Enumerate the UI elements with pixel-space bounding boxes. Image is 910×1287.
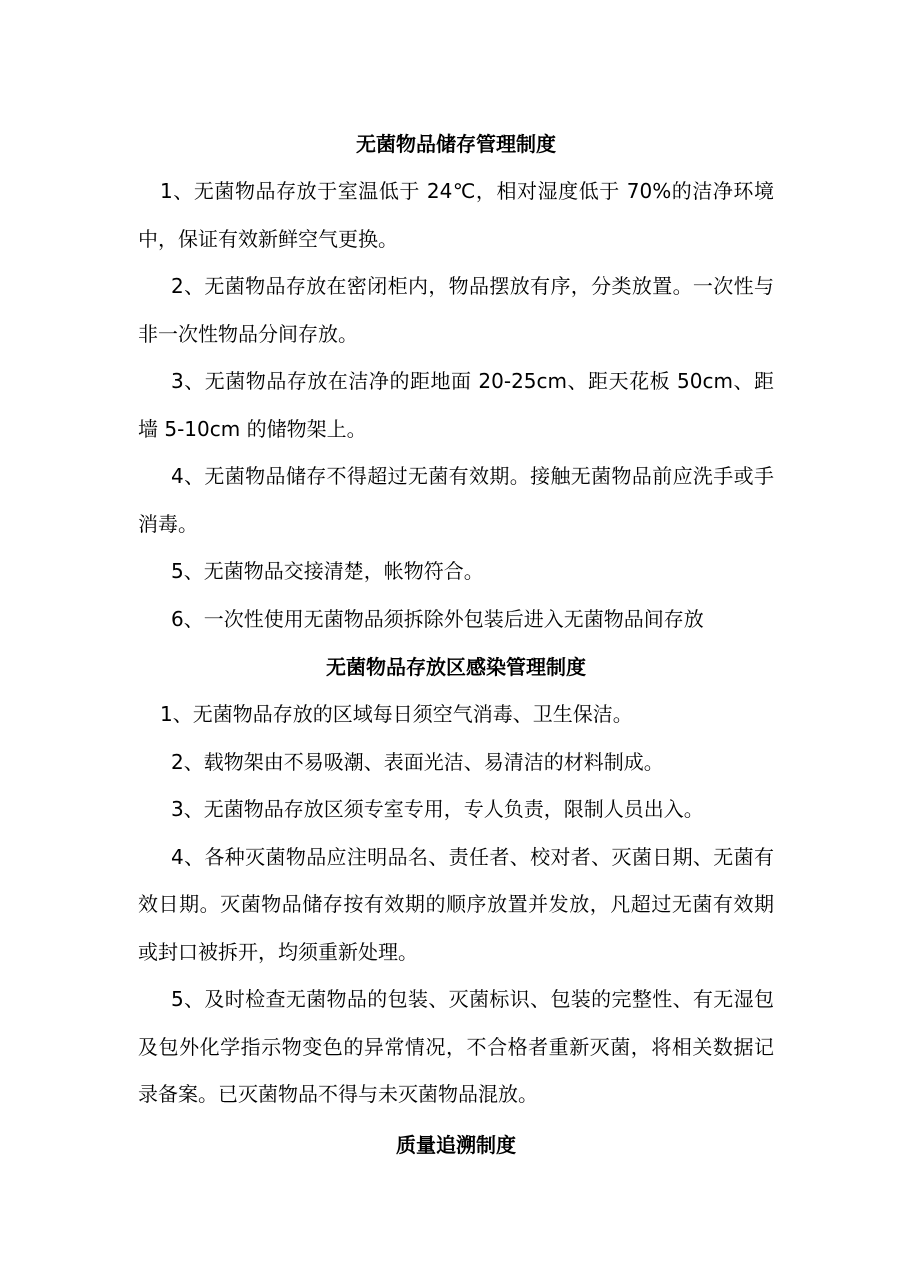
section-title-sterile-storage: 无菌物品储存管理制度: [356, 132, 556, 156]
sterile-storage-item-2: 2、无菌物品存放在密闭柜内，物品摆放有序，分类放置。一次性与非一次性物品分间存放。: [138, 274, 774, 346]
document-page: [138, 120, 774, 1169]
infection-control-item-5: 5、及时检查无菌物品的包装、灭菌标识、包装的完整性、有无湿包及包外化学指示物变色的异常情况，不合格者重新灭菌，将相关数据记录备案。已灭菌物品不得与未灭菌物品混放。: [138, 987, 774, 1106]
section-title-quality-traceability: 质量追溯制度: [396, 1132, 516, 1157]
infection-control-item-1: 1、无菌物品存放的区域每日须空气消毒、卫生保洁。: [160, 702, 633, 726]
infection-control-item-2: 2、载物架由不易吸潮、表面光洁、易清洁的材料制成。: [171, 749, 664, 774]
sterile-storage-item-5: 5、无菌物品交接清楚，帐物符合。: [171, 559, 484, 583]
infection-control-item-3: 3、无菌物品存放区须专室专用，专人负责，限制人员出入。: [171, 797, 704, 821]
sterile-storage-item-3: 3、无菌物品存放在洁净的距地面 20-25cm、距天花板 50cm、距墙 5-10cm 的储物架上。: [138, 369, 774, 441]
sterile-storage-item-4: 4、无菌物品储存不得超过无菌有效期。接触无菌物品前应洗手或手消毒。: [138, 464, 774, 536]
sterile-storage-item-6: 6、一次性使用无菌物品须拆除外包装后进入无菌物品间存放: [171, 606, 704, 631]
sterile-storage-item-1: 1、无菌物品存放于室温低于 24℃，相对湿度低于 70%的洁净环境中，保证有效新鲜空气更换。: [138, 179, 774, 251]
section-title-infection-control: 无菌物品存放区感染管理制度: [326, 655, 586, 679]
infection-control-item-4: 4、各种灭菌物品应注明品名、责任者、校对者、灭菌日期、无菌有效日期。灭菌物品储存按有效期的顺序放置并发放，凡超过无菌有效期或封口被拆开，均须重新处理。: [138, 844, 774, 964]
